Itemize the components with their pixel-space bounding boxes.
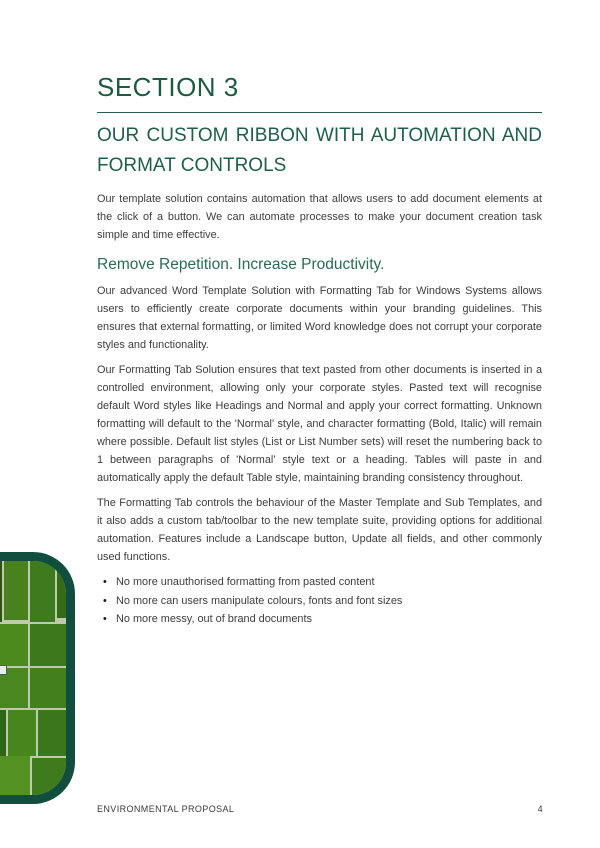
- bullet-list: [97, 573, 542, 629]
- field-plot: [4, 561, 28, 620]
- field-plot: [32, 758, 66, 795]
- sub-heading: Remove Repetition. Increase Productivity.: [97, 256, 385, 273]
- aerial-fields-image: [0, 561, 66, 795]
- field-plot: [30, 624, 66, 666]
- field-plot: [0, 561, 2, 622]
- field-plot: [30, 668, 66, 708]
- text-column: [97, 0, 542, 629]
- bullet-item: • No more can users manipulate colours, fonts and font sizes: [97, 592, 542, 611]
- field-plot: [57, 561, 66, 618]
- page-footer: [97, 804, 543, 814]
- field-plot: [38, 710, 66, 756]
- bullet-item: • No more messy, out of brand documents: [97, 610, 542, 629]
- footer-page-number: 4: [537, 804, 543, 814]
- page-title-line-2: FORMAT CONTROLS: [97, 155, 287, 176]
- field-plot: [0, 756, 30, 795]
- building-marker: [0, 665, 7, 675]
- intro-paragraph: Our template solution contains automation that allows users to add document elements at the click of a button. We can automate processes to make your document creation task simple and time effective.: [97, 193, 542, 241]
- body-paragraph: Our Formatting Tab Solution ensures that text pasted from other documents is inserted in a controlled environment, allowing only your corporate styles. Pasted text will recognise default Word styles like Headings and Normal and apply your correct formatting. Unknown formatting will default to the 'Normal' style, and character formatting (Bold, Italic) will remain where possible. Default list styles (List or List Number sets) will reset the numbering back to 1 between paragraphs of 'Normal' style text or a heading. Tables will paste in and automatically apply the default Table style, maintaining branding consistency throughout.: [97, 364, 542, 484]
- field-plot: [30, 561, 55, 622]
- field-plot: [0, 624, 28, 666]
- section-heading: SECTION 3: [97, 72, 239, 102]
- page-title: [97, 121, 542, 181]
- bullet-item: • No more unauthorised formatting from pasted content: [97, 573, 542, 592]
- field-plot: [8, 710, 36, 756]
- body-paragraph: Our advanced Word Template Solution with Formatting Tab for Windows Systems allows users to efficiently create corporate documents within your branding guidelines. This ensures that external formatting, or limited Word knowledge does not corrupt your corporate styles and functionality.: [97, 285, 542, 351]
- page-title-line-1: OUR CUSTOM RIBBON WITH AUTOMATION AND: [97, 125, 542, 146]
- heading-divider: [97, 112, 542, 113]
- body-paragraph: The Formatting Tab controls the behaviour of the Master Template and Sub Templates, and it also adds a custom tab/toolbar to the new template suite, providing options for additional automation. Features include a Landscape button, Update all fields, and other commonly used functions.: [97, 497, 542, 563]
- footer-document-title: ENVIRONMENTAL PROPOSAL: [97, 804, 235, 814]
- photo-frame: [0, 552, 75, 804]
- field-plot: [0, 710, 6, 756]
